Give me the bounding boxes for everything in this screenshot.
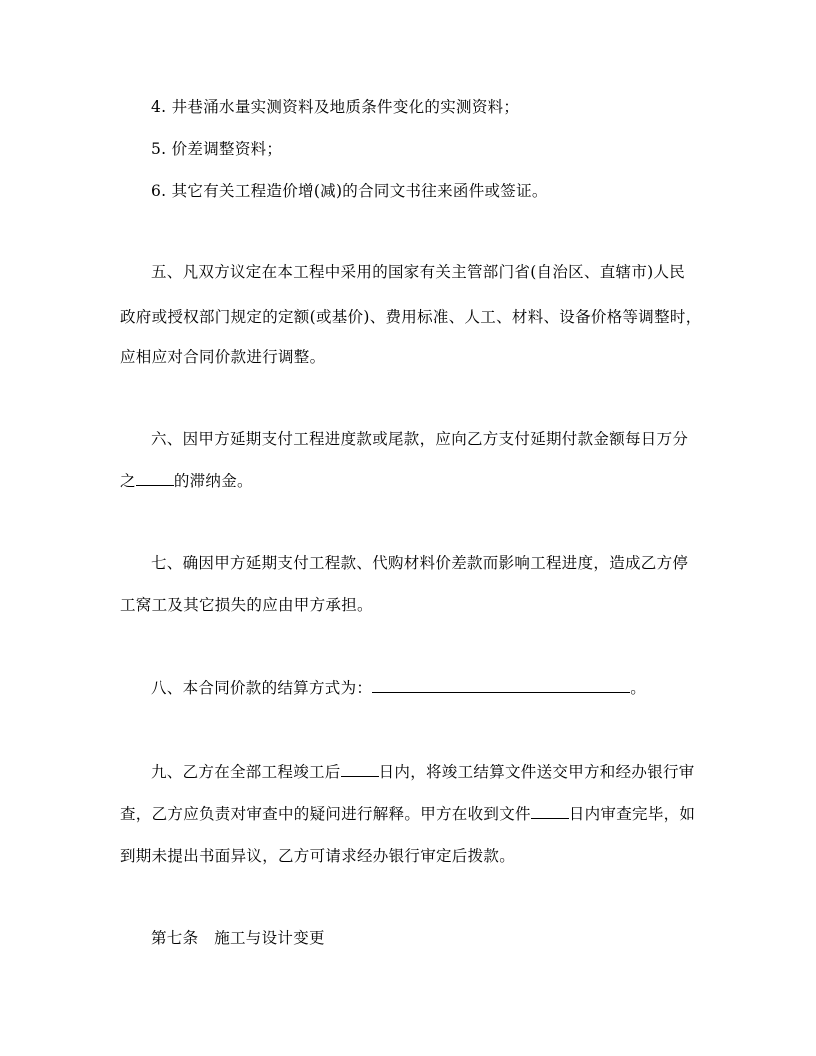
- late-fee-blank: [136, 471, 174, 486]
- clause-8-text-a: 八、本合同价款的结算方式为：: [151, 679, 373, 697]
- clause-9-text-c: 查，乙方应负责对审查中的疑问进行解释。甲方在收到文件: [120, 805, 531, 823]
- clause-9-line-2: [120, 804, 695, 824]
- clause-6-text-a: 之: [120, 472, 136, 490]
- settlement-method-blank: [372, 678, 630, 693]
- clause-5-line-3: 应相应对合同价款进行调整。: [120, 348, 326, 366]
- clause-9-line-1: [151, 762, 695, 782]
- clause-8-text-b: 。: [630, 679, 647, 697]
- clause-5-line-2: 政府或授权部门规定的定额(或基价)、费用标准、人工、材料、设备价格等调整时，: [120, 308, 702, 326]
- clause-6-text-b: 的滞纳金。: [173, 472, 253, 490]
- article-heading: 第七条 施工与设计变更: [151, 929, 325, 947]
- clause-9-text-a: 九、乙方在全部工程竣工后: [151, 763, 341, 781]
- clause-8-line: [151, 678, 646, 698]
- item-6: 6. 其它有关工程造价增(减)的合同文书往来函件或签证。: [151, 182, 548, 200]
- review-days-blank: [531, 804, 569, 819]
- clause-5-line-1: 五、凡双方议定在本工程中采用的国家有关主管部门省(自治区、直辖市)人民: [151, 263, 686, 281]
- item-4: 4. 井巷涌水量实测资料及地质条件变化的实测资料；: [151, 98, 520, 116]
- clause-9-text-b: 日内，将竣工结算文件送交甲方和经办银行审: [378, 763, 695, 781]
- clause-7-line-1: 七、确因甲方延期支付工程款、代购材料价差款而影响工程进度，造成乙方停: [151, 554, 689, 572]
- completion-days-blank: [341, 762, 379, 777]
- clause-9-text-d: 日内审查完毕，如: [568, 805, 696, 823]
- item-5: 5. 价差调整资料；: [151, 140, 283, 158]
- clause-9-line-3: 到期未提出书面异议，乙方可请求经办银行审定后拨款。: [120, 847, 516, 865]
- clause-7-line-2: 工窝工及其它损失的应由甲方承担。: [120, 596, 373, 614]
- clause-6-line-1: 六、因甲方延期支付工程进度款或尾款，应向乙方支付延期付款金额每日万分: [151, 430, 689, 448]
- clause-6-line-2: [120, 471, 253, 491]
